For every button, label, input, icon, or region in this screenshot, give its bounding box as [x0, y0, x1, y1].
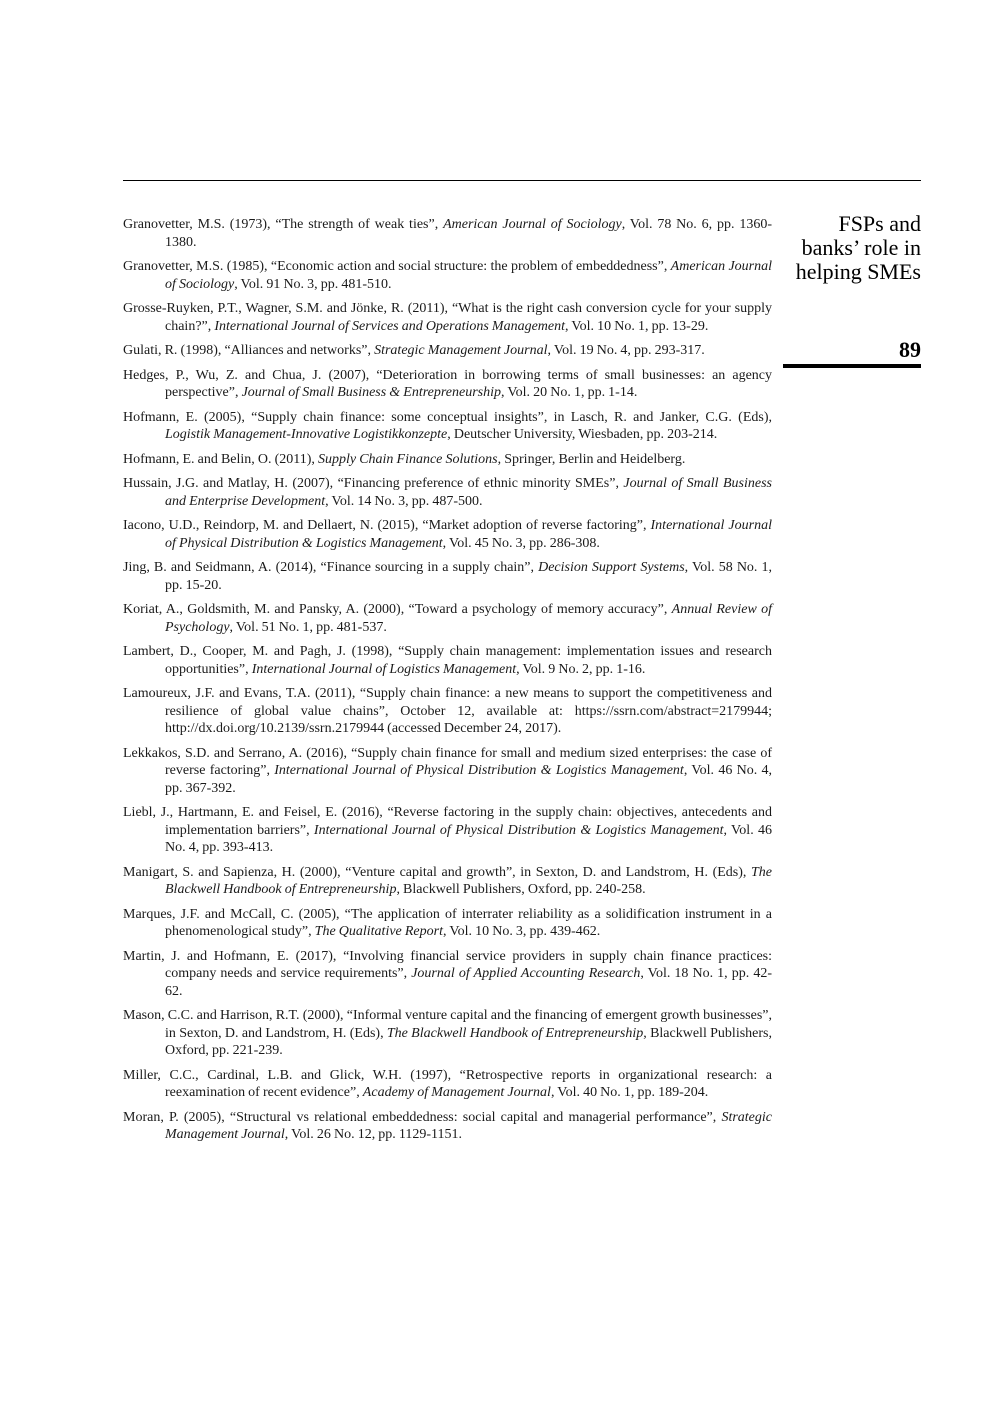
page-number: 89 — [899, 337, 921, 362]
reference-text: Marques, J.F. and McCall, C. (2005), “The application of interrater reliability as a solidification instrument in a phenomenological study”, — [123, 906, 772, 939]
reference-source: Supply Chain Finance Solutions — [318, 451, 498, 467]
reference-details: , Vol. 10 No. 1, pp. 13-29. — [565, 318, 709, 334]
reference-entry — [123, 1007, 772, 1060]
page-number-rule — [783, 364, 921, 368]
reference-source: International Journal of Physical Distribution & Logistics Management — [274, 763, 684, 778]
reference-source: The Blackwell Handbook of Entrepreneurship — [386, 1025, 644, 1041]
reference-details: , Vol. 46 No. 4, pp. 367-392. — [165, 763, 773, 796]
reference-details: , Vol. 26 No. 12, pp. 1129-1151. — [284, 1127, 463, 1142]
reference-details: , Vol. 9 No. 2, pp. 1-16. — [516, 661, 646, 677]
reference-details: , Vol. 40 No. 1, pp. 189-204. — [550, 1085, 709, 1100]
reference-list — [123, 216, 772, 1151]
reference-text: Manigart, S. and Sapienza, H. (2000), “Venture capital and growth”, in Sexton, D. and Landstrom, H. (Eds), — [123, 864, 751, 880]
reference-details: , Vol. 78 No. 6, pp. 1360-1380. — [165, 217, 772, 250]
reference-source: International Journal of Physical Distribution & Logistics Management — [165, 518, 772, 551]
reference-text: Miller, C.C., Cardinal, L.B. and Glick, W.H. (1997), “Retrospective reports in organizational research: a reexamination of recent evidence”, — [123, 1067, 772, 1100]
reference-source: The Qualitative Report — [314, 924, 443, 939]
reference-source: International Journal of Services and Operations Management — [214, 318, 566, 334]
reference-text: Liebl, J., Hartmann, E. and Feisel, E. (2016), “Reverse factoring in the supply chain: objectives, antecedents and implementation barriers”, — [123, 805, 772, 838]
reference-text: Lamoureux, J.F. and Evans, T.A. (2011), “Supply chain finance: a new means to support the competitiveness and resilience of global value chains”, October 12, available at: https://ssrn.com/abstract=2179944; http://dx.doi.org/10.2139/ssrn.2179944 (accessed December 24, 2017). — [123, 686, 772, 736]
reference-entry — [123, 367, 772, 402]
reference-source: American Journal of Sociology — [443, 217, 622, 232]
reference-text: Lambert, D., Cooper, M. and Pagh, J. (1998), “Supply chain management: implementation issues and research opportunities”, — [123, 644, 772, 677]
reference-details: , Vol. 18 No. 1, pp. 42-62. — [165, 966, 772, 999]
reference-details: , Springer, Berlin and Heidelberg. — [497, 451, 686, 467]
reference-details: , Vol. 46 No. 4, pp. 393-413. — [165, 822, 772, 855]
reference-text: Mason, C.C. and Harrison, R.T. (2000), “Informal venture capital and the financing of emergent growth businesses”, in Sexton, D. and Landstrom, H. (Eds), — [123, 1008, 772, 1041]
reference-source: Strategic Management Journal — [374, 343, 548, 358]
reference-details: , Vol. 51 No. 1, pp. 481-537. — [229, 619, 387, 635]
reference-details: , Vol. 19 No. 4, pp. 293-317. — [547, 343, 705, 358]
reference-source: Annual Review of Psychology — [165, 602, 772, 635]
reference-details: , Vol. 45 No. 3, pp. 286-308. — [442, 535, 600, 551]
reference-entry — [123, 1067, 772, 1102]
reference-source: The Blackwell Handbook of Entrepreneurship — [165, 864, 772, 897]
reference-details: , Vol. 14 No. 3, pp. 487-500. — [325, 493, 483, 509]
reference-entry — [123, 685, 772, 738]
reference-entry — [123, 1109, 772, 1144]
reference-text: Moran, P. (2005), “Structural vs relational embeddedness: social capital and managerial performance”, — [123, 1109, 722, 1125]
reference-text: Hedges, P., Wu, Z. and Chua, J. (2007), “Deterioration in borrowing terms of small businesses: an agency perspective”, — [123, 367, 772, 400]
reference-text: Gulati, R. (1998), “Alliances and networks”, — [123, 343, 375, 358]
reference-source: Decision Support Systems — [538, 560, 685, 575]
reference-text: Jing, B. and Seidmann, A. (2014), “Finance sourcing in a supply chain”, — [123, 560, 539, 575]
reference-text: Hussain, J.G. and Matlay, H. (2007), “Financing preference of ethnic minority SMEs”, — [123, 476, 624, 491]
reference-text: Granovetter, M.S. (1985), “Economic action and social structure: the problem of embeddedness”, — [123, 259, 671, 274]
reference-entry — [123, 517, 772, 552]
running-title-line: banks’ role in — [801, 235, 921, 260]
reference-source: Journal of Applied Accounting Research — [411, 966, 641, 981]
reference-text: Hofmann, E. (2005), “Supply chain finance: some conceptual insights”, in Lasch, R. and Janker, C.G. (Eds), — [123, 409, 772, 425]
reference-entry — [123, 745, 772, 798]
reference-details: , Deutscher University, Wiesbaden, pp. 203-214. — [447, 427, 718, 442]
reference-entry — [123, 342, 772, 360]
reference-source: Journal of Small Business & Entrepreneurship — [241, 385, 502, 400]
reference-entry — [123, 216, 772, 251]
reference-details: , Vol. 10 No. 3, pp. 439-462. — [442, 924, 601, 939]
reference-entry — [123, 906, 772, 941]
running-title-line: helping SMEs — [795, 259, 921, 284]
reference-text: Koriat, A., Goldsmith, M. and Pansky, A. (2000), “Toward a psychology of memory accuracy”, — [123, 602, 672, 617]
reference-source: American Journal of Sociology — [165, 259, 772, 292]
reference-text: Lekkakos, S.D. and Serrano, A. (2016), “Supply chain finance for small and medium sized enterprises: the case of reverse factoring”, — [123, 745, 772, 778]
reference-text: Hofmann, E. and Belin, O. (2011), — [123, 451, 318, 467]
reference-entry — [123, 559, 772, 594]
reference-entry — [123, 409, 772, 444]
header-rule — [123, 180, 921, 181]
reference-details: , Vol. 91 No. 3, pp. 481-510. — [234, 276, 392, 292]
running-title — [780, 212, 921, 284]
reference-entry — [123, 948, 772, 1001]
reference-details: , Blackwell Publishers, Oxford, pp. 221-239. — [165, 1025, 772, 1058]
reference-entry — [123, 300, 772, 335]
reference-source: Journal of Small Business and Enterprise Development — [165, 476, 772, 509]
reference-entry — [123, 864, 772, 899]
reference-entry — [123, 601, 772, 636]
reference-source: International Journal of Logistics Management — [251, 661, 517, 677]
reference-text: Grosse-Ruyken, P.T., Wagner, S.M. and Jönke, R. (2011), “What is the right cash conversion cycle for your supply chain?”, — [123, 301, 772, 334]
reference-text: Martin, J. and Hofmann, E. (2017), “Involving financial service providers in supply chain finance practices: company needs and service requirements”, — [123, 948, 772, 981]
running-title-line: FSPs and — [838, 211, 921, 236]
reference-details: , Vol. 20 No. 1, pp. 1-14. — [501, 385, 638, 400]
reference-source: Strategic Management Journal — [165, 1109, 772, 1142]
reference-text: Granovetter, M.S. (1973), “The strength of weak ties”, — [123, 217, 444, 232]
reference-source: International Journal of Physical Distribution & Logistics Management — [313, 822, 724, 838]
reference-entry — [123, 451, 772, 469]
reference-source: Academy of Management Journal — [362, 1085, 551, 1100]
reference-source: Logistik Management-Innovative Logistikkonzepte — [165, 427, 448, 442]
reference-details: , Blackwell Publishers, Oxford, pp. 240-258. — [396, 882, 646, 897]
reference-entry — [123, 804, 772, 857]
reference-entry — [123, 475, 772, 510]
reference-details: , Vol. 58 No. 1, pp. 15-20. — [165, 560, 772, 593]
reference-entry — [123, 258, 772, 293]
reference-text: Iacono, U.D., Reindorp, M. and Dellaert, N. (2015), “Market adoption of reverse factoring”, — [123, 518, 651, 533]
reference-entry — [123, 643, 772, 678]
